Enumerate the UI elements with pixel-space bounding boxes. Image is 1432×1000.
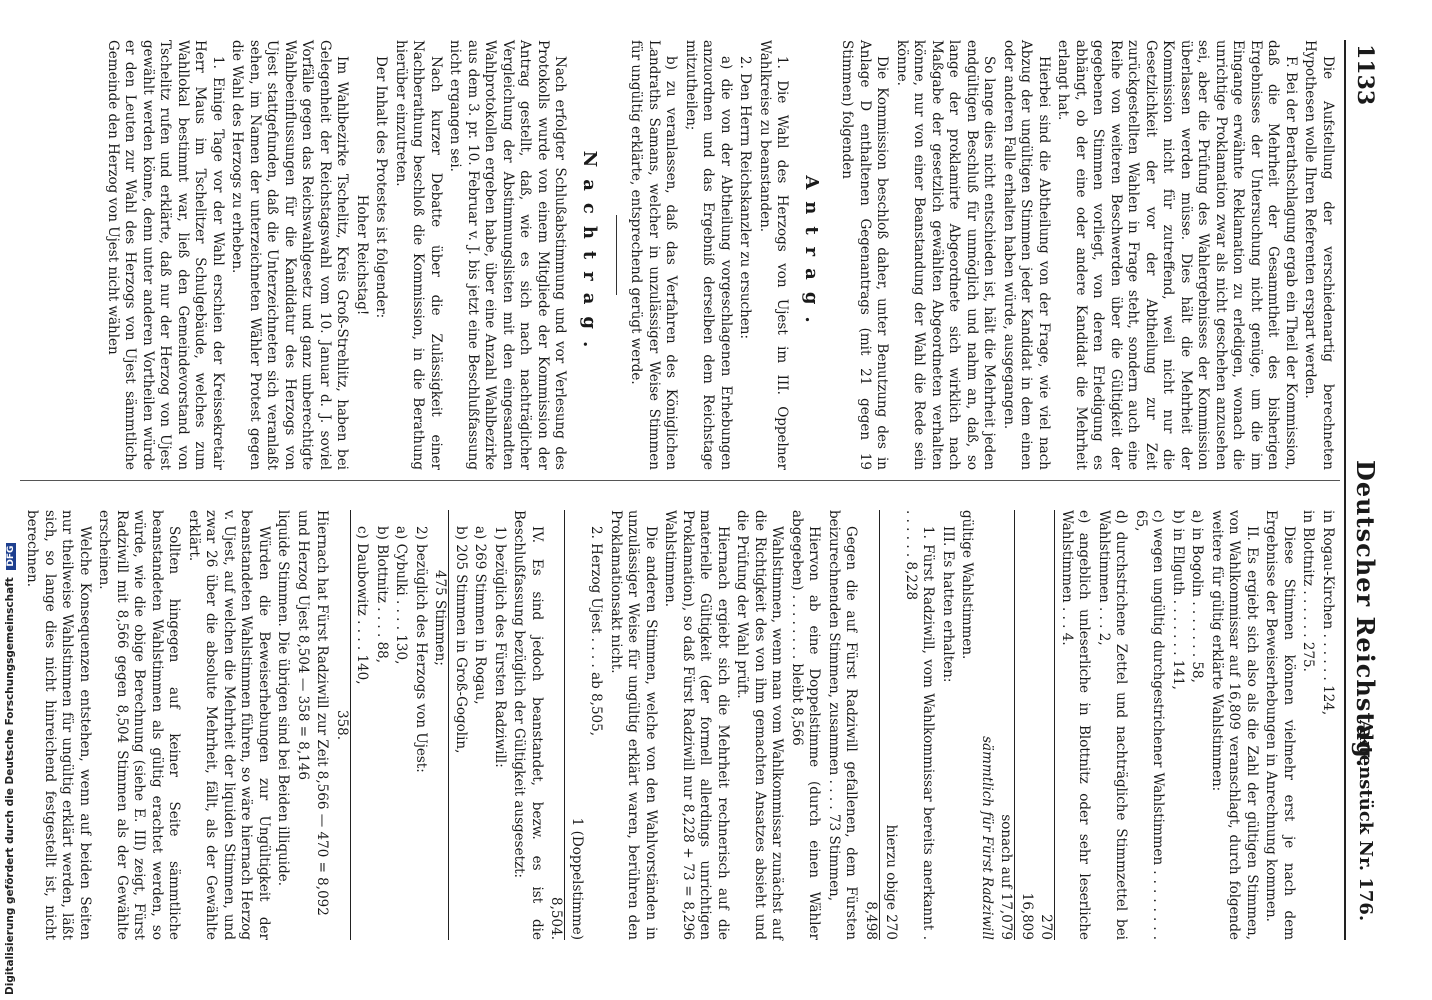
calc-line: c) Daubowitz . . . . 140,: [354, 526, 371, 685]
calc-line: d) durchstrichene Zettel und nachträgliche Stimmzettel bei Wahlstimmen . . . 2,: [1096, 510, 1130, 940]
text-paragraph: Welche Konsequenzen entstehen, wenn auf beiden Seiten nur theilweise Wahlstimmen für ungültig erklärt werden, läßt sich, so lange dies nicht hinreichend festgestellt ist, nicht berechnen.: [24, 510, 93, 940]
calc-line: und Herzog Ujest 8,504 — 358 = 8,146: [295, 510, 311, 780]
antrag-heading: Antrag.: [801, 175, 822, 335]
column-divider: [20, 480, 1340, 481]
right-col-paragraph: F. Bei der Berathschlagung ergab ein Theil der Kommission, daß die Mehrheit der Gesammtheit des bisherigen Ergebnisses der Untersuchung nicht genüge, um die im Eingange erwähnte Reklamation zu erledigen, wonach die unrichtige Proklamation zwar als nicht geschehen anzusehen sei, aber die Prüfung des Wahlergebnisses der Kommission überlassen werden müsse. Dies hält die Mehrheit der Kommission nicht für zutreffend, weil nicht nur die Gesetzlichkeit der vor der Abtheilung zur Zeit zurückgestellten Wahlen in Frage steht, sondern auch eine Reihe von weiteren Beschwerden über die Gültigkeit der gegebenen Stimmen vorliegt, von deren Erledigung es abhängt, ob der eine oder andere Kandidat die Mehrheit erlangt hat.: [1055, 40, 1299, 470]
right-col-paragraph: Hierbei sind die Abtheilung von der Frage, wie viel nach Abzug der ungültigen Stimmen jeder Kandidat in dem einen oder anderen Falle erhalten haben würde, ausgegangen.: [1001, 40, 1052, 470]
section-separator: [616, 215, 617, 295]
calc-line: in Blottnitz . . . . . . 275.: [1300, 510, 1317, 672]
calc-sum: 475 Stimmen;: [431, 510, 450, 940]
calc-line: e) angeblich unleserliche in Blottnitz oder sehr leserliche Wahlstimmen . . . 4.: [1059, 510, 1093, 940]
calc-sum: 8,498: [862, 510, 881, 940]
calc-line: a) in Bogolin . . . . . . . 58,: [1189, 510, 1206, 683]
dfg-logo: DFG: [6, 543, 16, 570]
page-title: Deutscher Reichstag.: [1351, 460, 1380, 769]
nachtrag-paragraph: Der Inhalt des Protestes ist folgender:: [373, 56, 390, 319]
text-paragraph: Die anderen Stimmen, welche von den Wahlvorständen in unzulässiger Weise für ungültig erklärt waren, berühren den Proklamationsakt nicht.: [608, 510, 659, 940]
calc-line: Hiernach hat Fürst Radziwill zur Zeit 8,566 — 470 = 8,092: [314, 510, 331, 916]
calc-sum: 16,809: [1019, 892, 1035, 940]
calc-line: in Rogau-Kirchen . . . . . . 124,: [1320, 510, 1336, 716]
nachtrag-salutation: Hoher Reichstag!: [354, 194, 370, 316]
text-line: 1) bezüglich des Fürsten Radziwill:: [492, 526, 508, 768]
calc-line: 1. Fürst Radziwill, vom Wahlkommissar bereits anerkannt . . . . . . . 8,228: [903, 510, 937, 940]
text-paragraph: Gegen die auf Fürst Radziwill gefallenen, dem Fürsten beizurechnenden Stimmen, zusammen . . . . 73 Stimmen,: [826, 510, 860, 940]
right-col-paragraph: Die Kommission beschloß daher, unter Benutzung des in Anlage D enthaltenen Gegenantrags (mit 21 gegen 19 Stimmen) folgenden: [839, 40, 891, 470]
antrag-item: a) die von der Abtheilung vorgeschlagenen Erhebungen anzuordnen und das Ergebniß derselben dem Reichstage mitzutheilen;: [683, 40, 734, 470]
text-line: liquide Stimmen. Die übrigen sind bei Beiden illiquide.: [275, 510, 292, 887]
credit-text: Digitalisierung gefördert durch die Deutsche Forschungsgemeinschaft: [4, 577, 16, 995]
calc-line: hierzu obige 270: [883, 824, 900, 940]
antrag-item: b) zu veranlassen, daß das Verfahren des Königlichen Landraths Samans, welcher in unzulässiger Weise Stimmen für ungültig erklärte, entsprechend gerügt werde.: [628, 40, 680, 470]
text-paragraph: IV. Es sind jedoch beanstandet, bezw. es ist die Beschlußfassung bezüglich der Gültigkeit ausgesetzt:: [511, 510, 545, 940]
nachtrag-paragraph: 1. Einige Tage vor der Wahl erschien der Kreissekretair Herr Maus im Tschelitzer Schulgebäude, welches zum Wahllokal bestimmt war, ließ den Gemeindevorstand von Tschelitz rufen und erklärte, daß nur der Herzog von Ujest gewählt werden könne, denn unter anderen Vortheilen würde er den Leuten zur Wahl des Herzogs von Ujest sämmtliche Gemeinde den Herzog von Ujest nicht wählen: [105, 40, 226, 470]
document-section: Aktenstück Nr. 176.: [1355, 720, 1376, 922]
left-column: [102, 40, 1337, 470]
digitization-credit: [4, 5, 18, 995]
calc-line: 2. Herzog Ujest . . . . ab 8,505,: [588, 526, 605, 737]
calc-sum: 270: [1037, 510, 1056, 940]
nachtrag-heading: Nachtrag.: [579, 150, 600, 360]
calc-total: sonach auf 17,079: [997, 510, 1016, 940]
calc-line: a) 269 Stimmen in Rogau,: [472, 526, 489, 705]
text-paragraph: Hiernach ergiebt sich die Mehrheit rechnerisch auf die materielle Gültigkeit (der formell allerdings unrichtigen Proklamation), so daß Fürst Radziwill nur 8,228 + 73 = 8,296 Wahlstimmen.: [662, 510, 731, 940]
nachtrag-paragraph: Nach kurzer Debatte über die Zulässigkeit einer Nachberathung beschloß die Kommission, in die Berathung hierüber einzutreten.: [393, 40, 444, 470]
text-paragraph: II. Es ergiebt sich also als die Zahl der gültigen Stimmen, von Wahlkommissar auf 16,809 veranschlagt, durch folgende weitere für gültig erklärte Wahlstimmen:: [1209, 510, 1260, 940]
text-paragraph: III. Es hatten erhalten:: [940, 526, 956, 683]
text-line: gültige Wahlstimmen.: [959, 510, 976, 660]
nachtrag-paragraph: Nach erfolgter Schlußabstimmung und vor Verlesung des Protokolls wurde von einem Mitgliede der Kommission der Antrag gestellt, daß, wie es sich nach nachträglicher Vergleichung der Abstimmungslisten mit den eingesandten Wahlprotokollen ergeben habe, über eine Anzahl Wahlbezirke aus dem 3. pr. 10. Februar v. J. bis jetzt eine Beschlußfassung nicht ergangen sei.: [447, 40, 569, 470]
calc-annotation: sämmtlich für Fürst Radziwill: [979, 736, 995, 940]
text-paragraph: Würden die Beweiserhebungen zur Ungültigkeit der beanstandeten Wahlstimmen führen, so wäre hiernach Herzog v. Ujest, auf welchen die Mehrheit der liquiden Stimmen, und zwar 26 über die absolute Mehrheit, fällt, als der Gewählte erklärt.: [186, 510, 272, 940]
text-paragraph: Sollten hingegen auf keiner Seite sämmtliche beanstandeten Wahlstimmen als gültig erachtet werden, so würde, wie die obige Berechnung (siehe E. III) zeigt, Fürst Radziwill mit 8,566 gegen 8,504 Stimmen als der Gewählte erscheinen.: [96, 510, 183, 940]
calc-sum: 8,504.: [547, 510, 566, 940]
right-col-paragraph: So lange dies nicht entschieden ist, hält die Mehrheit jeden endgültigen Beschluß für unmöglich und nahm an, daß, so lange der proklamirte Abgeordnete sich wirklich nach Maßgabe der gesetzlich gewählten Abgeordneten verhalten könne, nur von einer Beanstandung der Wahl die Rede sein könne.: [894, 40, 998, 470]
calc-line: b) 205 Stimmen in Groß-Gogolin,: [453, 526, 469, 754]
calc-line: c) wegen ungültig durchgestrichener Wahlstimmen . . . . . . . . 65,: [1133, 510, 1167, 940]
calc-line: 1 (Doppelstimme): [569, 817, 585, 940]
text-paragraph: Wahlstimmen, wenn man vom Wahlkommissar zunächst auf die Richtigkeit des von ihm gemachten Ansatzes absieht und die Prüfung der Wahl prüft.: [734, 510, 786, 940]
right-column: [21, 510, 1336, 940]
page-number: 1133: [1352, 44, 1378, 106]
antrag-item: 1. Die Wahl des Herzogs von Ujest im III. Oppelner Wahlkreise zu beanstanden.: [757, 40, 791, 470]
calc-sum: 358.: [333, 510, 352, 940]
text-paragraph: Diese Stimmen können vielmehr erst je nach dem Ergebnisse der Beweiserhebungen in Anrechnung kommen.: [1263, 510, 1297, 940]
nachtrag-paragraph: Im Wahlbezirke Tschelitz, Kreis Groß-Strehlitz, haben bei Gelegenheit der Reichstagswahl vom 10. Januar d. J. soviel Vorfälle gegen das Reichswahlgesetz und ganz unberechtigte Wahlbeeinflussungen für die Kandidatur des Herzogs von Ujest stattgefunden, daß die Unterzeichneten sich veranlaßt sehen, im Namen der unterzeichneten Wähler Protest gegen die Wahl des Herzogs zu erheben.: [229, 40, 351, 470]
page-header: [1344, 40, 1382, 940]
text-paragraph: Hiervon ab eine Doppelstimme (durch einen Wähler abgegeben) . . . . . . . . bleibt 8,566: [789, 510, 823, 940]
calc-line: b) in Ellguth . . . . . . . 141,: [1170, 510, 1186, 690]
calc-line: a) Cybulki . . . . 130,: [393, 526, 410, 665]
calc-line: b) Blottnitz . . . . 88,: [374, 526, 390, 664]
text-line: 2) bezüglich des Herzogs von Ujest:: [413, 526, 429, 773]
right-col-paragraph: Die Aufstellung der verschiedenartig berechneten Hypothesen wolle Ihren Referenten erspart werden.: [1302, 40, 1336, 470]
antrag-item: 2. Den Herrn Reichskanzler zu ersuchen:: [737, 56, 754, 340]
